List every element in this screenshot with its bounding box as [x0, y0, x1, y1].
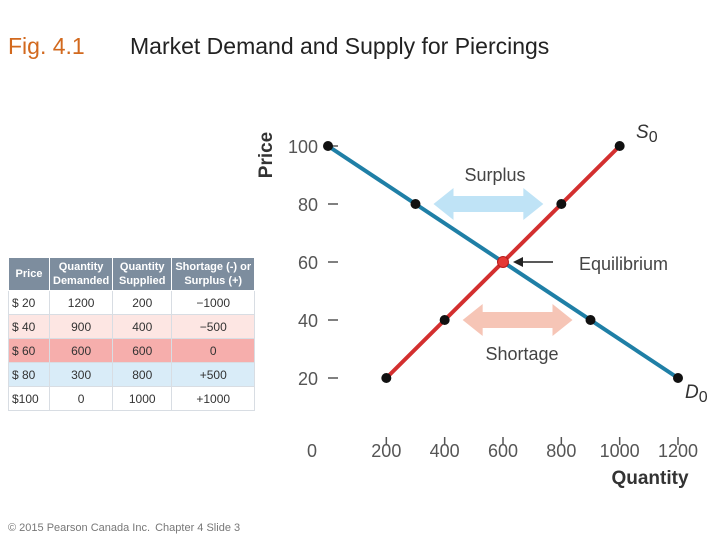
data-point — [440, 315, 450, 325]
cell-price: $ 80 — [9, 363, 50, 387]
y-tick-label: 60 — [297, 253, 318, 273]
footer-copyright: © 2015 Pearson Canada Inc. — [8, 522, 151, 534]
equilibrium-label: Equilibrium — [579, 254, 669, 274]
cell-shortage-surplus: −1000 — [172, 291, 255, 315]
cell-shortage-surplus: +1000 — [172, 387, 255, 411]
x-tick-label: 200 — [371, 441, 402, 461]
cell-quantity-supplied: 200 — [113, 291, 172, 315]
cell-quantity-supplied: 800 — [113, 363, 172, 387]
cell-price: $ 40 — [9, 315, 50, 339]
x-axis-label: Quantity — [611, 468, 689, 489]
y-tick-label: 80 — [297, 195, 318, 215]
equilibrium-point — [498, 257, 509, 268]
cell-shortage-surplus: 0 — [172, 339, 255, 363]
header-price: Price — [9, 258, 50, 291]
data-point — [673, 373, 683, 383]
cell-shortage-surplus: +500 — [172, 363, 255, 387]
header-quantity-demanded: Quantity Demanded — [50, 258, 113, 291]
x-tick-label: 1000 — [599, 441, 640, 461]
footer-chapter: Chapter 4 Slide 3 — [155, 522, 241, 534]
y-tick-label: 20 — [297, 369, 318, 389]
cell-quantity-supplied: 1000 — [113, 387, 172, 411]
cell-quantity-demanded: 600 — [50, 339, 113, 363]
cell-quantity-supplied: 400 — [113, 315, 172, 339]
data-point — [323, 141, 333, 151]
x-tick-label: 1200 — [657, 441, 699, 461]
x-tick-label: 600 — [487, 441, 519, 461]
shortage-arrow — [463, 304, 573, 336]
header-quantity-supplied: Quantity Supplied — [113, 258, 172, 291]
demand-curve-label: $D_0$ — [685, 382, 708, 406]
surplus-arrow — [434, 188, 544, 220]
x-tick-label: 800 — [546, 441, 577, 461]
footer — [8, 522, 240, 534]
shortage-label: Shortage — [485, 344, 559, 364]
cell-quantity-demanded: 1200 — [50, 291, 113, 315]
cell-price: $100 — [9, 387, 50, 411]
data-point — [615, 141, 625, 151]
y-tick-label: 40 — [297, 311, 318, 331]
equilibrium-arrowhead — [513, 257, 523, 267]
surplus-label: Surplus — [464, 165, 526, 185]
supply-curve-label: $S_0$ — [636, 122, 658, 146]
data-point — [556, 199, 566, 209]
cell-quantity-demanded: 300 — [50, 363, 113, 387]
data-point — [381, 373, 391, 383]
data-point — [411, 199, 421, 209]
cell-shortage-surplus: −500 — [172, 315, 255, 339]
x-tick-label: 400 — [429, 441, 460, 461]
data-point — [586, 315, 596, 325]
cell-price: $ 60 — [9, 339, 50, 363]
header-shortage-surplus: Shortage (-) or Surplus (+) — [172, 258, 255, 291]
slide-title: Market Demand and Supply for Piercings — [130, 33, 550, 59]
y-axis-label: Price — [256, 131, 277, 179]
figure-label: Fig. 4.1 — [8, 33, 85, 59]
cell-quantity-demanded: 0 — [50, 387, 113, 411]
x-tick-label: 0 — [306, 441, 318, 461]
y-tick-label: 100 — [287, 137, 318, 157]
cell-quantity-supplied: 600 — [113, 339, 172, 363]
cell-price: $ 20 — [9, 291, 50, 315]
cell-quantity-demanded: 900 — [50, 315, 113, 339]
